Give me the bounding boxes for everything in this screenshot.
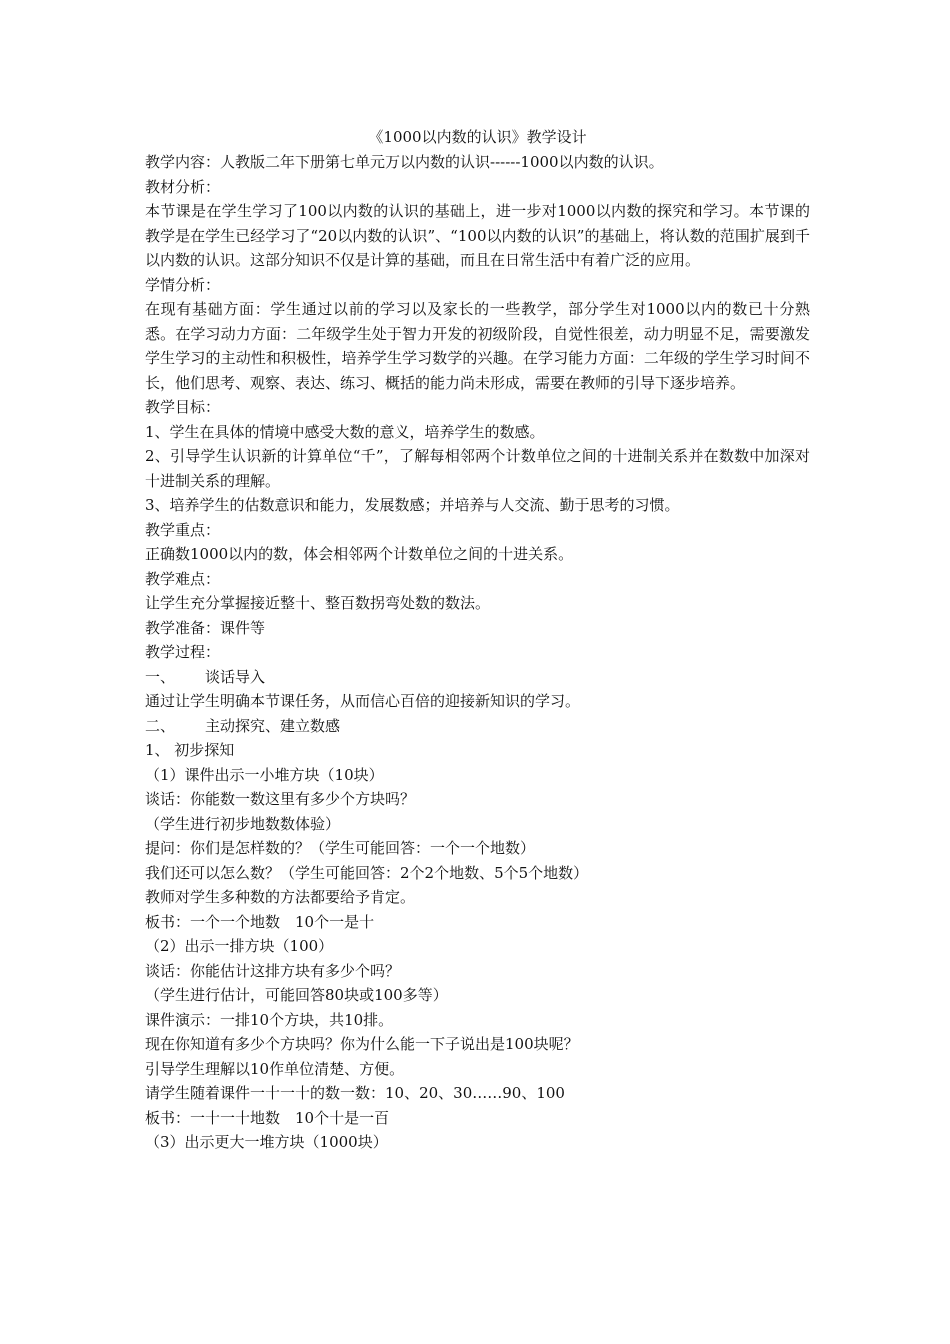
section-2-heading — [145, 714, 810, 739]
learner-text: 在现有基础方面：学生通过以前的学习以及家长的一些教学，部分学生对1000以内的数已十分熟悉。在学习动力方面：二年级学生处于智力开发的初级阶段，自觉性很差，动力明显不足，需要激发学生学习的主动性和积极性，培养学生学习数学的兴趣。在学习能力方面：二年级的学生学习时间不长，他们思考、观察、表达、练习、概括的能力尚未形成，需要在教师的引导下逐步培养。 — [145, 300, 810, 392]
learner-heading: 学情分析： — [145, 275, 221, 294]
process-line: 我们还可以怎么数？（学生可能回答：2个2个地数、5个5个地数） — [145, 863, 589, 882]
material-text: 本节课是在学生学习了100以内数的认识的基础上，进一步对1000以内数的探究和学习。本节课的教学是在学生已经学习了“20以内数的认识”、“100以内数的认识”的基础上，将认数的范围扩展到千以内数的认识。这部分知识不仅是计算的基础，而且在日常生活中有着广泛的应用。 — [145, 202, 810, 269]
key-text: 正确数1000以内的数，体会相邻两个计数单位之间的十进关系。 — [145, 545, 574, 563]
section-1-text: 通过让学生明确本节课任务，从而信心百倍的迎接新知识的学习。 — [145, 692, 581, 710]
process-line: 谈话：你能数一数这里有多少个方块吗？ — [145, 790, 416, 808]
section-2-title: 主动探究、建立数感 — [205, 716, 341, 735]
section-1-heading — [145, 665, 810, 690]
section-1-title: 谈话导入 — [205, 667, 266, 686]
process-line: 引导学生理解以10作单位清楚、方便。 — [145, 1059, 405, 1078]
process-line: （学生进行初步地数数体验） — [145, 814, 341, 833]
process-heading: 教学过程： — [145, 643, 221, 661]
process-line: 教师对学生多种数的方法都要给予肯定。 — [145, 888, 416, 906]
document-page — [145, 125, 810, 1155]
process-line: （1）课件出示一小堆方块（10块） — [145, 765, 384, 784]
process-line: （3）出示更大一堆方块（1000块） — [145, 1133, 388, 1151]
goals-heading: 教学目标： — [145, 398, 221, 416]
goal-1: 1、学生在具体的情境中感受大数的意义，培养学生的数感。 — [145, 422, 545, 441]
step-1: 1、 初步探知 — [145, 741, 235, 759]
material-heading: 教材分析： — [145, 177, 221, 196]
content-intro: 教学内容：人教版二年下册第七单元万以内数的认识------1000以内数的认识。 — [145, 153, 664, 171]
section-1-number: 一、 — [145, 667, 176, 686]
difficulty-heading: 教学难点： — [145, 569, 221, 588]
process-line: 请学生随着课件一十一十的数一数：10、20、30……90、100 — [145, 1084, 565, 1102]
preparation: 教学准备：课件等 — [145, 618, 266, 637]
process-line: 板书：一十一十地数 10个十是一百 — [145, 1108, 390, 1127]
goal-3: 3、培养学生的估数意识和能力，发展数感；并培养与人交流、勤于思考的习惯。 — [145, 496, 680, 514]
difficulty-text: 让学生充分掌握接近整十、整百数拐弯处数的数法。 — [145, 594, 491, 612]
process-line: 提问：你们是怎样数的？（学生可能回答：一个一个地数） — [145, 839, 536, 857]
process-line: 课件演示：一排10个方块，共10排。 — [145, 1010, 394, 1029]
process-line: 板书：一个一个地数 10个一是十 — [145, 912, 375, 931]
process-line: （学生进行估计，可能回答80块或100多等） — [145, 986, 448, 1004]
document-title: 《1000以内数的认识》教学设计 — [368, 128, 587, 146]
process-line: 现在你知道有多少个方块吗？你为什么能一下子说出是100块呢？ — [145, 1035, 579, 1053]
process-line: 谈话：你能估计这排方块有多少个吗？ — [145, 961, 401, 980]
section-2-number: 二、 — [145, 716, 176, 735]
key-heading: 教学重点： — [145, 520, 221, 539]
goal-2: 2、引导学生认识新的计算单位“千”，了解每相邻两个计数单位之间的十进制关系并在数数中加深对十进制关系的理解。 — [145, 447, 810, 490]
process-line: （2）出示一排方块（100） — [145, 937, 334, 955]
